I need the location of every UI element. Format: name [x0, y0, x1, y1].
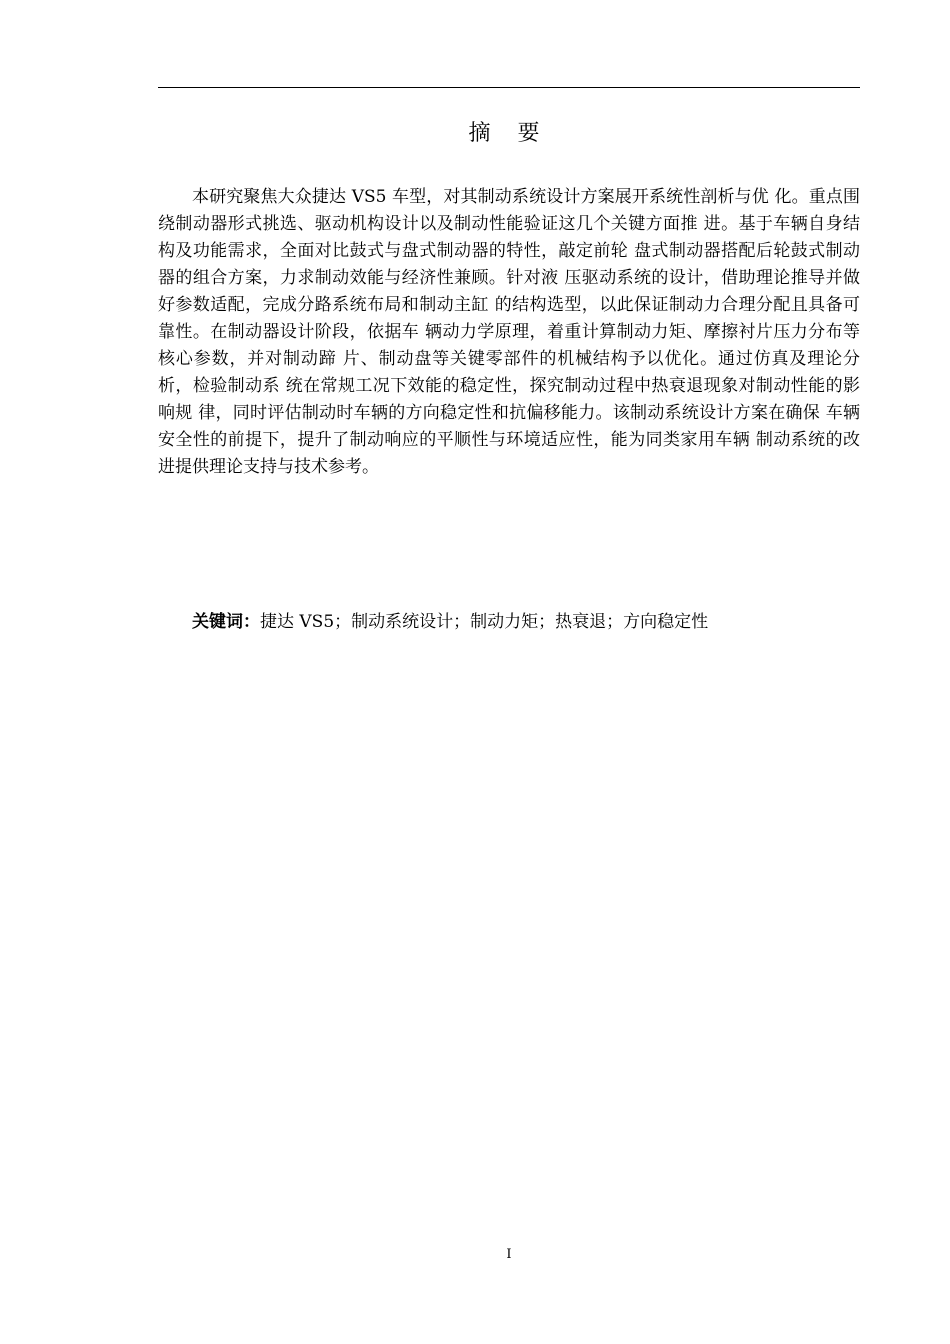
page-title: 摘 要	[468, 121, 550, 146]
abstract-paragraph: 本研究聚焦大众捷达 VS5 车型，对其制动系统设计方案展开系统性剖析与优 化。重点围绕制动器形式挑选、驱动机构设计以及制动性能验证这几个关键方面推 进。基于车辆自身结构及功能需求，全面对比鼓式与盘式制动器的特性，敲定前轮 盘式制动器搭配后轮鼓式制动器的组合方案，力求制动效能与经济性兼顾。针对液 压驱动系统的设计，借助理论推导并做好参数适配，完成分路系统布局和制动主缸 的结构选型，以此保证制动力合理分配且具备可靠性。在制动器设计阶段，依据车 辆动力学原理，着重计算制动力矩、摩擦衬片压力分布等核心参数，并对制动蹄 片、制动盘等关键零部件的机械结构予以优化。通过仿真及理论分析，检验制动系 统在常规工况下效能的稳定性，探究制动过程中热衰退现象对制动性能的影响规 律，同时评估制动时车辆的方向稳定性和抗偏移能力。该制动系统设计方案在确保 车辆安全性的前提下，提升了制动响应的平顺性与环境适应性，能为同类家用车辆 制动系统的改进提供理论支持与技术参考。	[158, 187, 860, 477]
keywords-text: 捷达 VS5；制动系统设计；制动力矩；热衰退；方向稳定性	[260, 612, 709, 632]
header-rule	[158, 87, 860, 88]
keywords-label: 关键词：	[192, 612, 260, 632]
keywords-line	[158, 609, 860, 636]
page-number: I	[506, 1247, 512, 1262]
